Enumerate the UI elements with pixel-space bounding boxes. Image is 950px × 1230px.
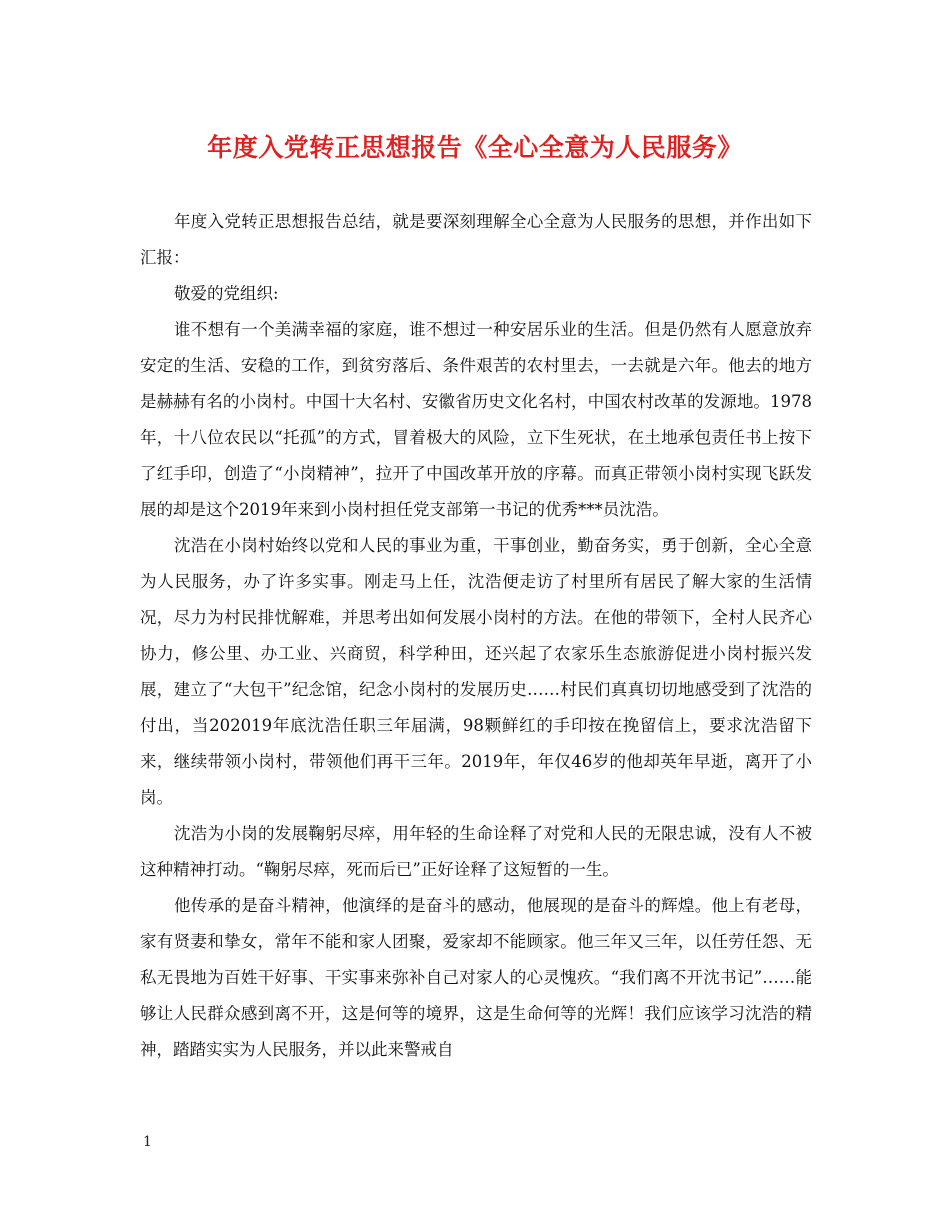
paragraph-xiaogang: 谁不想有一个美满幸福的家庭，谁不想过一种安居乐业的生活。但是仍然有人愿意放弃安定的生活、安稳的工作，到贫穷落后、条件艰苦的农村里去，一去就是六年。他去的地方是赫赫有名的小岗村。中国十大名村、安徽省历史文化名村，中国农村改革的发源地。1978年，十八位农民以“托孤”的方式，冒着极大的风险，立下生死状，在土地承包责任书上按下了红手印，创造了“小岗精神”，拉开了中国改革开放的序幕。而真正带领小岗村实现飞跃发展的却是这个2019年来到小岗村担任党支部第一书记的优秀***员沈浩。 <box>140 320 812 519</box>
paragraph-shenhao-deeds: 沈浩在小岗村始终以党和人民的事业为重，干事创业，勤奋务实，勇于创新，全心全意为人民服务，办了许多实事。刚走马上任，沈浩便走访了村里所有居民了解大家的生活情况，尽力为村民排忧解难，并思考出如何发展小岗村的方法。在他的带领下，全村人民齐心协力，修公里、办工业、兴商贸，科学种田，还兴起了农家乐生态旅游促进小岗村振兴发展，建立了“大包干”纪念馆，纪念小岗村的发展历史……村民们真真切切地感受到了沈浩的付出，当202019年底沈浩任职三年届满，98颗鲜红的手印按在挽留信上，要求沈浩留下来，继续带领小岗村，带领他们再干三年。2019年，年仅46岁的他却英年早逝，离开了小岗。 <box>140 536 812 807</box>
paragraph-intro: 年度入党转正思想报告总结，就是要深刻理解全心全意为人民服务的思想，并作出如下汇报： <box>140 212 812 267</box>
document-body <box>140 204 812 1068</box>
page-number: 1 <box>143 1134 152 1150</box>
document-title: 年度入党转正思想报告《全心全意为人民服务》 <box>207 133 743 162</box>
paragraph-dedication: 沈浩为小岗的发展鞠躬尽瘁，用年轻的生命诠释了对党和人民的无限忠诚，没有人不被这种精神打动。“鞠躬尽瘁，死而后已”正好诠释了这短暂的一生。 <box>140 824 812 879</box>
paragraph-salutation: 敬爱的党组织: <box>174 284 279 303</box>
paragraph-spirit: 他传承的是奋斗精神，他演绎的是奋斗的感动，他展现的是奋斗的辉煌。他上有老母，家有贤妻和挚女，常年不能和家人团聚，爱家却不能顾家。他三年又三年，以任劳任怨、无私无畏地为百姓干好事、干实事来弥补自己对家人的心灵愧疚。“我们离不开沈书记”……能够让人民群众感到离不开，这是何等的境界，这是生命何等的光辉！我们应该学习沈浩的精神，踏踏实实为人民服务，并以此来警戒自 <box>140 896 812 1059</box>
